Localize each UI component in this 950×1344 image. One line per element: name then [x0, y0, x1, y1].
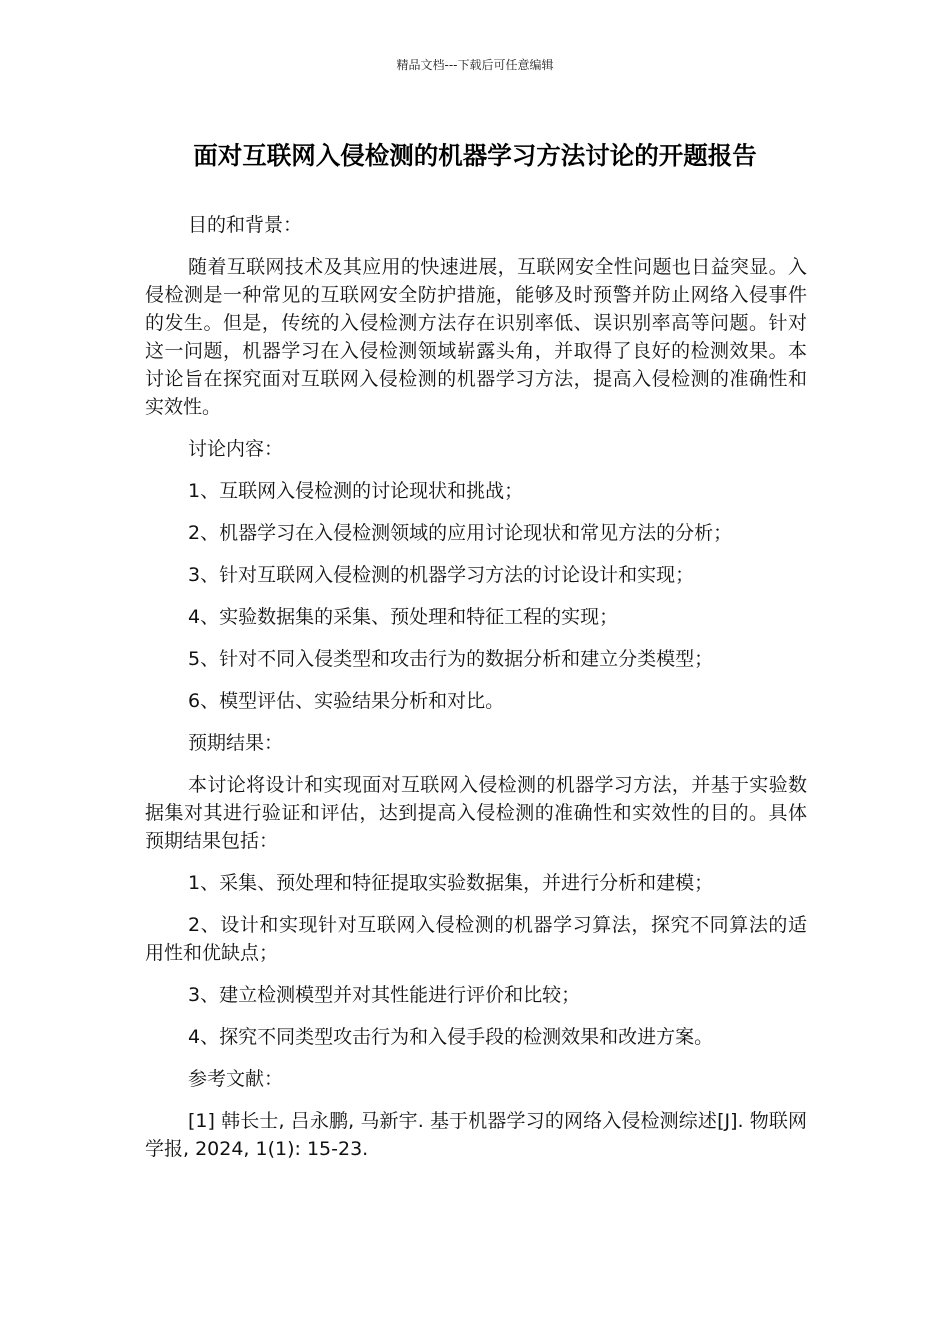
- page-header: 精品文档---下载后可任意编辑: [396, 58, 554, 72]
- document-body: [145, 211, 807, 1177]
- section-heading-references: 参考文献：: [188, 1068, 284, 1090]
- content-item-4: 4、实验数据集的采集、预处理和特征工程的实现；: [188, 606, 619, 628]
- content-item-2: 2、机器学习在入侵检测领域的应用讨论现状和常见方法的分析；: [188, 522, 733, 544]
- content-item-3: 3、针对互联网入侵检测的机器学习方法的讨论设计和实现；: [188, 564, 695, 586]
- content-item-5: 5、针对不同入侵类型和攻击行为的数据分析和建立分类模型；: [188, 648, 714, 670]
- expected-item-2: 2、设计和实现针对互联网入侵检测的机器学习算法，探究不同算法的适用性和优缺点；: [145, 914, 807, 964]
- expected-item-4: 4、探究不同类型攻击行为和入侵手段的检测效果和改进方案。: [188, 1026, 714, 1048]
- content-item-6: 6、模型评估、实验结果分析和对比。: [188, 690, 505, 712]
- paragraph-background: 随着互联网技术及其应用的快速进展，互联网安全性问题也日益突显。入侵检测是一种常见的互联网安全防护措施，能够及时预警并防止网络入侵事件的发生。但是，传统的入侵检测方法存在识别率低、误识别率高等问题。针对这一问题，机器学习在入侵检测领域崭露头角，并取得了良好的检测效果。本讨论旨在探究面对互联网入侵检测的机器学习方法，提高入侵检测的准确性和实效性。: [145, 256, 807, 418]
- expected-item-3: 3、建立检测模型并对其性能进行评价和比较；: [188, 984, 581, 1006]
- section-heading-expected: 预期结果：: [188, 732, 284, 754]
- reference-item-1: [1] 韩长士, 吕永鹏, 马新宇. 基于机器学习的网络入侵检测综述[J]. 物联网学报, 2024, 1(1): 15-23.: [145, 1110, 807, 1160]
- section-heading-content: 讨论内容：: [188, 438, 284, 460]
- content-item-1: 1、互联网入侵检测的讨论现状和挑战；: [188, 480, 524, 502]
- expected-item-1: 1、采集、预处理和特征提取实验数据集，并进行分析和建模；: [188, 872, 714, 894]
- section-heading-purpose: 目的和背景：: [188, 214, 303, 236]
- paragraph-expected: 本讨论将设计和实现面对互联网入侵检测的机器学习方法，并基于实验数据集对其进行验证和评估，达到提高入侵检测的准确性和实效性的目的。具体预期结果包括：: [145, 774, 807, 852]
- document-title: 面对互联网入侵检测的机器学习方法讨论的开题报告: [193, 141, 757, 170]
